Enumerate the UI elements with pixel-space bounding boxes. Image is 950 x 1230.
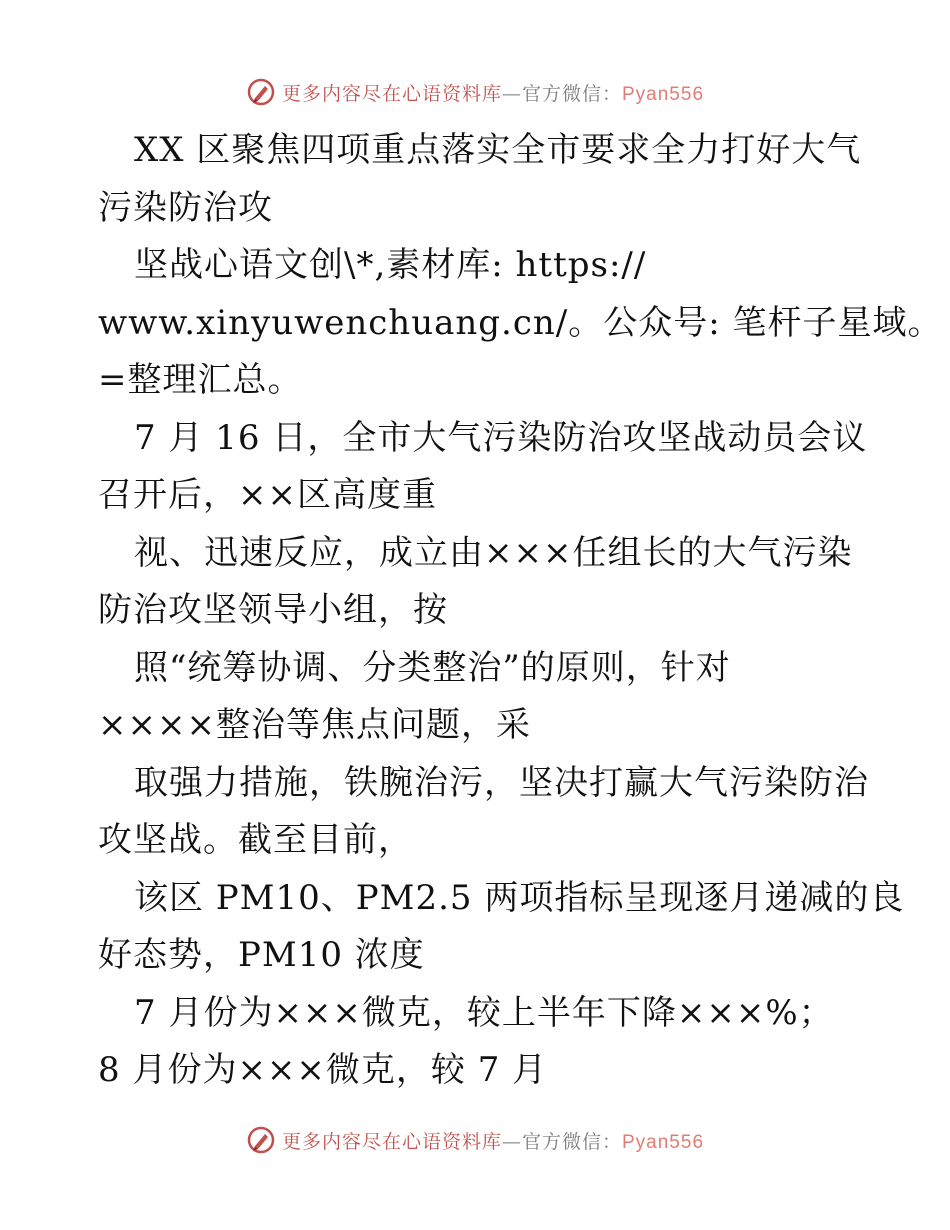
watermark-separator: —	[501, 82, 522, 105]
paragraph-line: 攻坚战。截至目前，	[98, 820, 413, 860]
watermark-brand: 更多内容尽在心语资料库	[281, 1130, 502, 1153]
watermark-text	[282, 79, 704, 106]
watermark-wechat-id: Pyan556	[622, 1131, 705, 1153]
paragraph-line: 视、迅速反应，成立由×××任组长的大气污染	[134, 532, 853, 573]
watermark-label: 官方微信：	[521, 82, 622, 105]
watermark-text	[282, 1127, 704, 1154]
footer-watermark	[0, 1120, 950, 1160]
paragraph-line: 坚战心语文创\*,素材库: https://	[134, 245, 647, 285]
paragraph-line: 8 月份为×××微克，较 7 月	[98, 1050, 548, 1090]
watermark-separator: —	[501, 1130, 522, 1153]
paragraph-line: 防治攻坚领导小组，按	[98, 590, 448, 630]
paragraph-line: 污染防治攻	[98, 187, 273, 228]
paragraph-line: 7 月 16 日，全市大气污染防治攻坚战动员会议	[134, 417, 868, 458]
paragraph-line: ××××整治等焦点问题，采	[98, 705, 531, 745]
paragraph-line: 照“统筹协调、分类整治”的原则，针对	[134, 647, 731, 688]
paragraph-line: 该区 PM10、PM2.5 两项指标呈现逐月递减的良	[134, 877, 905, 918]
watermark-wechat-id: Pyan556	[622, 83, 705, 105]
watermark-label: 官方微信：	[521, 1130, 622, 1153]
pen-circle-logo-icon	[246, 77, 276, 107]
pen-circle-logo-icon	[246, 1125, 276, 1155]
paragraph-line: =整理汇总。	[98, 360, 303, 400]
watermark-brand: 更多内容尽在心语资料库	[281, 82, 502, 105]
header-watermark	[0, 72, 950, 112]
paragraph-line: XX 区聚焦四项重点落实全市要求全力打好大气	[134, 130, 862, 170]
paragraph-line: 取强力措施，铁腕治污，坚决打赢大气污染防治	[134, 762, 869, 803]
paragraph-line: www.xinyuwenchuang.cn/。公众号: 笔杆子星域。	[98, 302, 943, 343]
document-body	[98, 122, 943, 1100]
paragraph-line: 好态势，PM10 浓度	[98, 935, 425, 975]
paragraph-line: 7 月份为×××微克，较上半年下降×××%；	[134, 992, 834, 1033]
paragraph-line: 召开后，××区高度重	[98, 475, 437, 515]
